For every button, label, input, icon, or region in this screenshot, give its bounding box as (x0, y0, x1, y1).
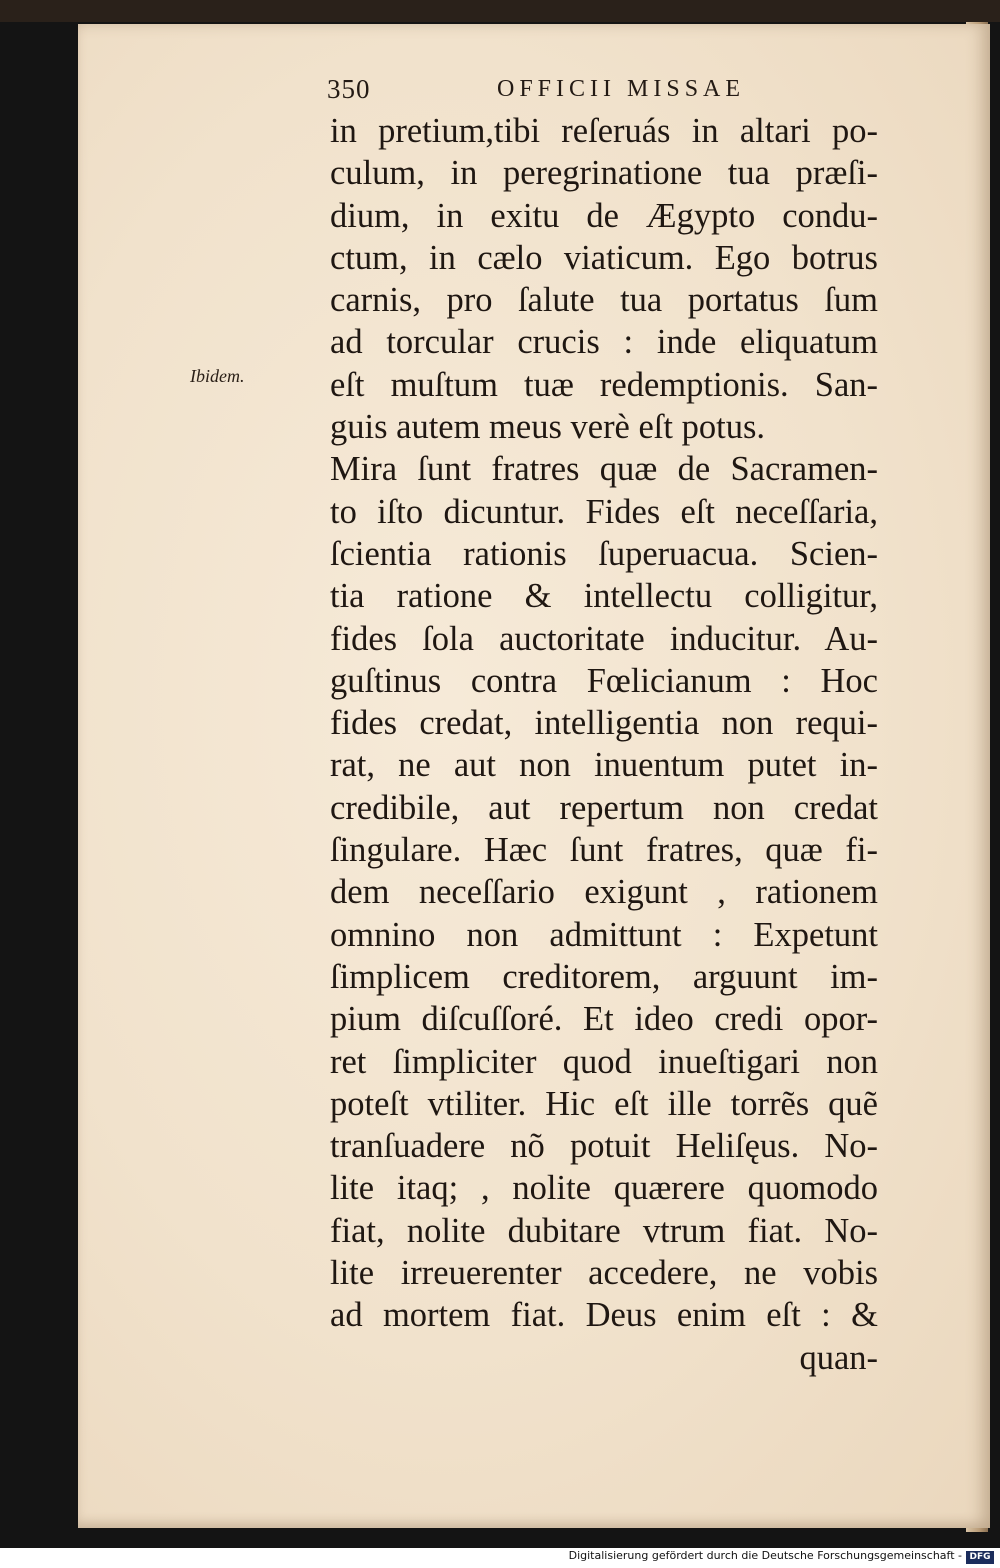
text-line: credibile, aut repertum non credat (330, 788, 878, 827)
text-line: guis autem meus verè eſt potus. (330, 408, 765, 447)
text-line: dem neceſſario exigunt , rationem (330, 873, 878, 912)
text-line: tranſuadere nõ potuit Heliſęus. No- (330, 1127, 878, 1166)
funding-credit: Digitalisierung gefördert durch die Deutsche Forschungsgemeinschaft - (568, 1549, 962, 1562)
text-line: in pretium,tibi reſeruás in altari po- (330, 112, 878, 150)
text-line: lite irreuerenter accedere, ne vobis (330, 1254, 878, 1293)
text-line: carnis, pro ſalute tua portatus ſum (330, 281, 878, 320)
text-line: ret ſimpliciter quod inueſtigari non (330, 1042, 878, 1081)
text-line: lite itaq; , nolite quærere quomodo (330, 1169, 878, 1208)
text-line: Mira ſunt fratres quæ de Sacramen- (330, 450, 878, 489)
page-number: 350 (327, 74, 371, 104)
text-line: to iſto dicuntur. Fides eſt neceſſaria, (330, 492, 878, 531)
text-line: ctum, in cælo viaticum. Ego botrus (330, 238, 878, 277)
text-line: rat, ne aut non inuentum putet in- (330, 746, 878, 785)
digitization-footer (0, 1548, 1000, 1568)
text-line: ſingulare. Hæc ſunt fratres, quæ fi- (330, 831, 878, 870)
text-line: fides ſola auctoritate inducitur. Au- (330, 619, 878, 658)
marginal-note: Ibidem. (190, 366, 245, 386)
text-line: ſcientia rationis ſuperuacua. Scien- (330, 534, 878, 573)
body-text (330, 110, 878, 1379)
text-line: fides credat, intelligentia non requi- (330, 704, 878, 743)
text-line: poteſt vtiliter. Hic eſt ille torrẽs quẽ (330, 1084, 878, 1123)
text-line: culum, in peregrinatione tua præſi- (330, 154, 878, 193)
text-line: ad torcular crucis : inde eliquatum (330, 323, 878, 362)
text-line: pium diſcuſſoré. Et ideo credi opor- (330, 1000, 878, 1039)
text-line: eſt muſtum tuæ redemptionis. San- (330, 365, 878, 404)
text-line: dium, in exitu de Ægypto condu- (330, 196, 878, 235)
running-title: OFFICII MISSAE (497, 76, 746, 102)
scan-top-strip (0, 0, 1000, 22)
dfg-logo: DFG (966, 1551, 994, 1564)
text-line: omnino non admittunt : Expetunt (330, 915, 878, 954)
text-line: guſtinus contra Fœlicianum : Hoc (330, 661, 878, 700)
catchword: quan- (799, 1338, 878, 1377)
text-line: fiat, nolite dubitare vtrum fiat. No- (330, 1211, 878, 1250)
text-line: tia ratione & intellectu colligitur, (330, 577, 878, 616)
text-line: ad mortem fiat. Deus enim eſt : & (330, 1296, 878, 1335)
text-line: ſimplicem creditorem, arguunt im- (330, 957, 878, 996)
page-header (327, 74, 887, 110)
